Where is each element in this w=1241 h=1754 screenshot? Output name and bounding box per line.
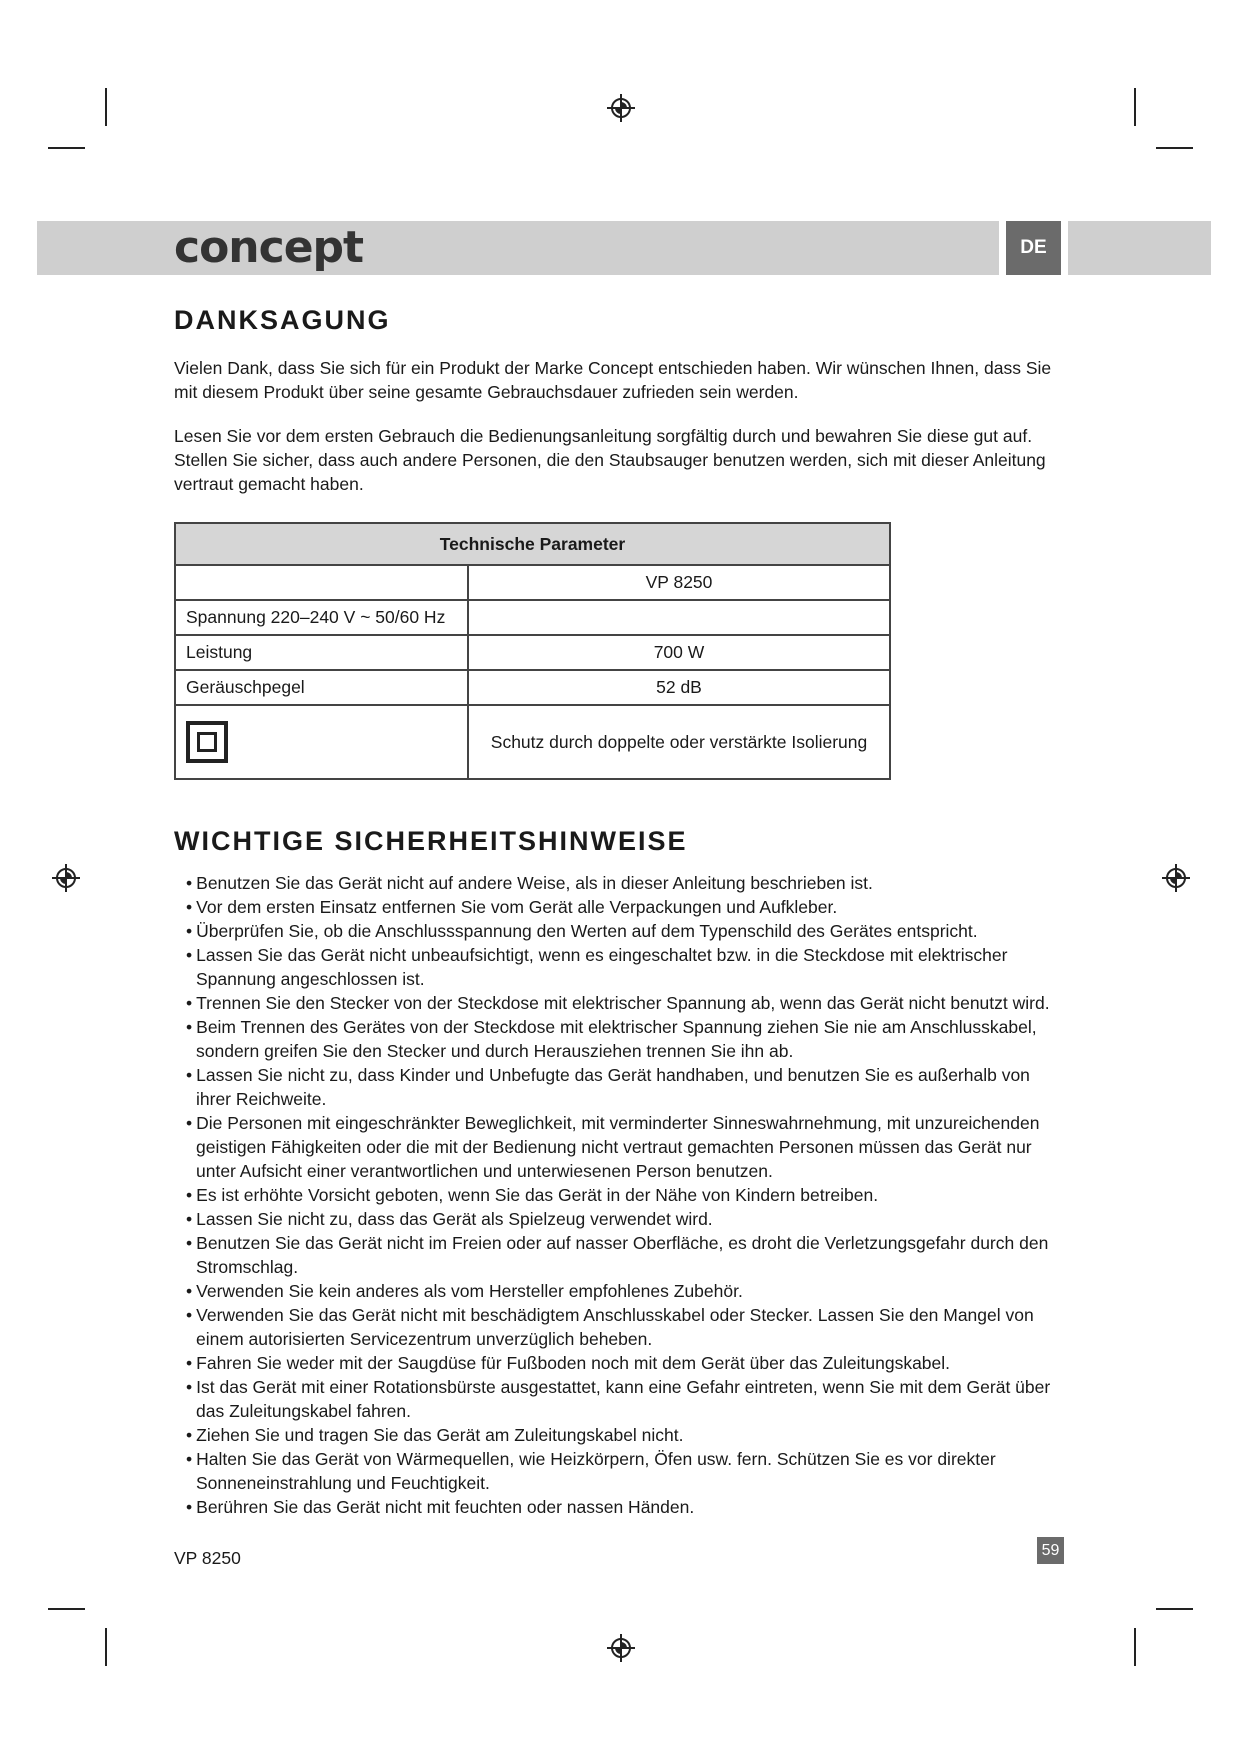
- instructions-paragraph: Lesen Sie vor dem ersten Gebrauch die Bedienungsanleitung sorgfältig durch und bewahren Sie diese gut auf. Stellen Sie sicher, dass auch andere Personen, die den Staubsauger benutzen werden, sich mit dieser Anleitung vertraut gemacht haben.: [174, 426, 1046, 494]
- insulation-note: Schutz durch doppelte oder verstärkte Isolierung: [468, 705, 890, 779]
- technical-parameters-table: [174, 522, 891, 780]
- double-insulation-icon: [186, 721, 228, 763]
- safety-list: [174, 871, 1054, 1519]
- registration-mark-icon: [51, 863, 81, 893]
- table-label: Geräuschpegel: [175, 670, 468, 705]
- registration-mark-icon: [606, 93, 636, 123]
- table-row: [175, 600, 890, 635]
- table-row: [175, 635, 890, 670]
- table-label: Spannung 220–240 V ~ 50/60 Hz: [175, 600, 468, 635]
- section-title-danksagung: DANKSAGUNG: [174, 305, 391, 335]
- list-item: • Verwenden Sie das Gerät nicht mit beschädigtem Anschlusskabel oder Stecker. Lassen Sie den Mangel von einem autorisierten Servicezentrum unverzüglich beheben.: [174, 1303, 1054, 1351]
- list-item: • Überprüfen Sie, ob die Anschlussspannung den Werten auf dem Typenschild des Gerätes entspricht.: [174, 919, 1054, 943]
- table-label: Leistung: [175, 635, 468, 670]
- crop-mark: [105, 88, 107, 126]
- crop-mark: [1156, 1608, 1193, 1610]
- crop-mark: [48, 1608, 85, 1610]
- list-item: • Benutzen Sie das Gerät nicht im Freien oder auf nasser Oberfläche, es droht die Verletzungsgefahr durch den Stromschlag.: [174, 1231, 1054, 1279]
- table-model: VP 8250: [468, 565, 890, 600]
- header-band-right: [1068, 221, 1211, 275]
- table-value: 700 W: [468, 635, 890, 670]
- list-item: • Ziehen Sie und tragen Sie das Gerät am Zuleitungskabel nicht.: [174, 1423, 1054, 1447]
- crop-mark: [1134, 88, 1136, 126]
- main-content: [174, 305, 1054, 1519]
- list-item: • Vor dem ersten Einsatz entfernen Sie vom Gerät alle Verpackungen und Aufkleber.: [174, 895, 1054, 919]
- crop-mark: [1156, 147, 1193, 149]
- list-item: • Berühren Sie das Gerät nicht mit feuchten oder nassen Händen.: [174, 1495, 1054, 1519]
- registration-mark-icon: [1161, 863, 1191, 893]
- list-item: • Die Personen mit eingeschränkter Beweglichkeit, mit verminderter Sinneswahrnehmung, mit unzureichenden geistigen Fähigkeiten oder die mit der Bedienung nicht vertraut gemachten Personen müssen das Gerät nur unter Aufsicht einer verantwortlichen und unterwiesenen Person benutzen.: [174, 1111, 1054, 1183]
- registration-mark-icon: [606, 1633, 636, 1663]
- intro-paragraph: Vielen Dank, dass Sie sich für ein Produkt der Marke Concept entschieden haben. Wir wünschen Ihnen, dass Sie mit diesem Produkt über seine gesamte Gebrauchsdauer zufrieden sein werden.: [174, 358, 1052, 402]
- table-cell-empty: [175, 565, 468, 600]
- table-symbol-cell: [175, 705, 468, 779]
- table-title: Technische Parameter: [175, 523, 890, 565]
- crop-mark: [48, 147, 85, 149]
- list-item: • Lassen Sie das Gerät nicht unbeaufsichtigt, wenn es eingeschaltet bzw. in die Steckdose mit elektrischer Spannung angeschlossen ist.: [174, 943, 1054, 991]
- list-item: • Trennen Sie den Stecker von der Steckdose mit elektrischer Spannung ab, wenn das Gerät nicht benutzt wird.: [174, 991, 1054, 1015]
- list-item: • Fahren Sie weder mit der Saugdüse für Fußboden noch mit dem Gerät über das Zuleitungskabel.: [174, 1351, 1054, 1375]
- table-value: 52 dB: [468, 670, 890, 705]
- list-item: • Benutzen Sie das Gerät nicht auf andere Weise, als in dieser Anleitung beschrieben ist.: [174, 871, 1054, 895]
- list-item: • Lassen Sie nicht zu, dass das Gerät als Spielzeug verwendet wird.: [174, 1207, 1054, 1231]
- table-row: [175, 670, 890, 705]
- page-number: 59: [1037, 1537, 1064, 1564]
- list-item: • Ist das Gerät mit einer Rotationsbürste ausgestattet, kann eine Gefahr eintreten, wenn Sie mit dem Gerät über das Zuleitungskabel fahren.: [174, 1375, 1054, 1423]
- table-row: [175, 705, 890, 779]
- section-title-safety: WICHTIGE SICHERHEITSHINWEISE: [174, 826, 688, 856]
- footer-model: VP 8250: [174, 1548, 241, 1568]
- table-value: [468, 600, 890, 635]
- language-badge: DE: [1006, 221, 1061, 275]
- crop-mark: [105, 1628, 107, 1666]
- crop-mark: [1134, 1628, 1136, 1666]
- list-item: • Es ist erhöhte Vorsicht geboten, wenn Sie das Gerät in der Nähe von Kindern betreiben.: [174, 1183, 1054, 1207]
- brand-logo: concept: [174, 222, 364, 273]
- list-item: • Lassen Sie nicht zu, dass Kinder und Unbefugte das Gerät handhaben, und benutzen Sie es außerhalb von ihrer Reichweite.: [174, 1063, 1054, 1111]
- list-item: • Verwenden Sie kein anderes als vom Hersteller empfohlenes Zubehör.: [174, 1279, 1054, 1303]
- list-item: • Beim Trennen des Gerätes von der Steckdose mit elektrischer Spannung ziehen Sie nie am Anschlusskabel, sondern greifen Sie den Stecker und durch Herausziehen trennen Sie ihn ab.: [174, 1015, 1054, 1063]
- list-item: • Halten Sie das Gerät von Wärmequellen, wie Heizkörpern, Öfen usw. fern. Schützen Sie es vor direkter Sonneneinstrahlung und Feuchtigkeit.: [174, 1447, 1054, 1495]
